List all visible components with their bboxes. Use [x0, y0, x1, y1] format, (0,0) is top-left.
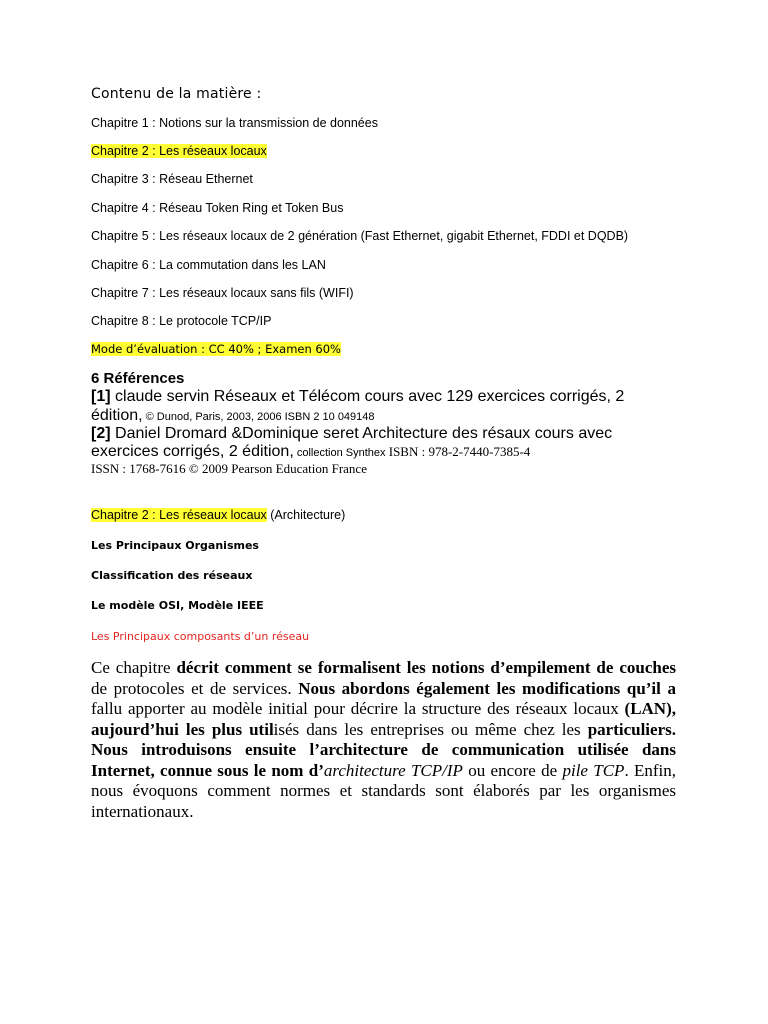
reference-2-isbn: ISBN : 978-2-7440-7385-4	[385, 444, 531, 459]
chapter-description-paragraph	[91, 658, 676, 822]
reference-1-line-2	[91, 407, 375, 425]
chapter-2-suffix: (Architecture)	[266, 508, 346, 522]
para-s8: particuliers. Nous introduisons ensuite l’architecture de communication utilisée dans Internet, connue sous le nom d’	[91, 719, 676, 780]
para-s7: isés dans les entreprises ou même chez les	[273, 719, 588, 739]
section-organismes: Les Principaux Organismes	[91, 539, 259, 552]
para-s11: pile TCP	[562, 760, 625, 780]
reference-1-edition: édition,	[91, 407, 143, 424]
reference-2-collection: collection Synthex	[293, 447, 386, 459]
section-classification: Classification des réseaux	[91, 569, 253, 582]
content-title: Contenu de la matière :	[91, 86, 262, 102]
reference-1-line-1	[91, 388, 624, 406]
chapter-1: Chapitre 1 : Notions sur la transmission de données	[91, 116, 378, 130]
chapter-2-title: Chapitre 2 : Les réseaux locaux	[91, 508, 267, 522]
chapter-2-highlighted: Chapitre 2 : Les réseaux locaux	[91, 144, 267, 158]
para-s1: Ce chapitre	[91, 658, 177, 677]
para-s4: Nous abordons également les modifications qu’il a	[298, 678, 676, 698]
chapter-3: Chapitre 3 : Réseau Ethernet	[91, 172, 253, 186]
chapter-2-heading	[91, 508, 345, 522]
reference-1-publisher: © Dunod, Paris, 2003, 2006 ISBN 2 10 049148	[142, 411, 375, 423]
reference-2-edition: exercices corrigés, 2 édition,	[91, 443, 294, 460]
reference-1-number: [1]	[91, 388, 111, 405]
para-s5: fallu apporter au modèle initial pour décrire la structure des réseaux locaux	[91, 699, 625, 718]
para-s6: (LAN), aujourd’hui les plus util	[91, 699, 676, 739]
chapter-6: Chapitre 6 : La commutation dans les LAN	[91, 258, 326, 272]
reference-2-line-1	[91, 425, 612, 443]
evaluation-mode: Mode d’évaluation : CC 40% ; Examen 60%	[91, 342, 341, 356]
chapter-8: Chapitre 8 : Le protocole TCP/IP	[91, 314, 272, 328]
reference-2-text: Daniel Dromard &Dominique seret Architecture des résaux cours avec	[110, 425, 613, 442]
reference-1-text: claude servin Réseaux et Télécom cours avec 129 exercices corrigés, 2	[110, 388, 625, 405]
references-heading: 6 Références	[91, 370, 185, 387]
para-s3: de protocoles et de services.	[91, 678, 299, 698]
reference-2-number: [2]	[91, 425, 111, 442]
para-s9: architecture TCP/IP	[323, 760, 463, 780]
para-s12: . Enfin, nous évoquons comment normes et standards sont élaborés par les organismes internationaux.	[91, 760, 677, 821]
chapter-7: Chapitre 7 : Les réseaux locaux sans fils (WIFI)	[91, 286, 354, 300]
para-s2: décrit comment se formalisent les notions d’empilement de couches	[176, 658, 676, 677]
para-s10: ou encore de	[462, 760, 563, 780]
section-osi-ieee: Le modèle OSI, Modèle IEEE	[91, 599, 264, 612]
reference-2-line-2	[91, 443, 530, 461]
reference-2-issn: ISSN : 1768-7616 © 2009 Pearson Education France	[91, 461, 367, 476]
chapter-4: Chapitre 4 : Réseau Token Ring et Token Bus	[91, 201, 344, 215]
section-composants: Les Principaux composants d’un réseau	[91, 630, 310, 643]
chapter-5: Chapitre 5 : Les réseaux locaux de 2 génération (Fast Ethernet, gigabit Ethernet, FDDI et DQDB)	[91, 229, 629, 243]
